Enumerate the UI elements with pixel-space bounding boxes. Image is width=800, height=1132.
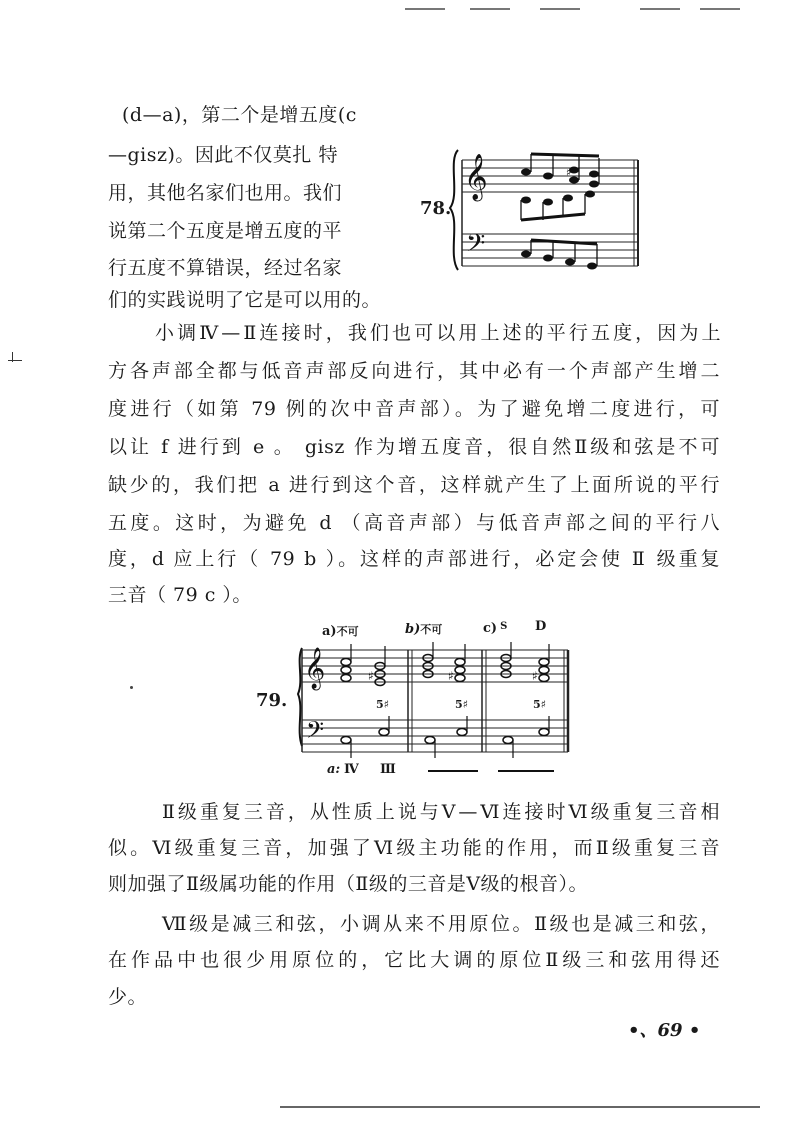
- paragraph-3-line-2: 在作品中也很少用原位的，它比大调的原位Ⅱ级三和弦用得还: [108, 949, 720, 971]
- intro-line-1: (d—a)，第二个是增五度(c: [122, 104, 357, 126]
- paragraph-1-line-4: 以让 f 进行到 e 。 gisz 作为增五度音，很自然Ⅱ级和弦是不可: [108, 436, 720, 458]
- svg-text:♯: ♯: [368, 669, 374, 683]
- paragraph-1-line-8: 三音（ 79 c ）。: [108, 584, 252, 606]
- analysis-line-b: [428, 770, 478, 772]
- intro-line-2: —gisz)。因此不仅莫扎 特: [108, 144, 338, 166]
- paragraph-1-line-3: 度进行（如第 79 例的次中音声部）。为了避免增二度进行，可: [108, 398, 720, 420]
- example-79-label: 79.: [256, 690, 288, 711]
- example-79-c-label: c) $^S$: [483, 621, 508, 636]
- example-78-label: 78.: [420, 198, 452, 219]
- figured-bass-c: 5♯: [533, 698, 546, 711]
- intro-line-4: 说第二个五度是增五度的平: [108, 220, 343, 242]
- analysis-line-c: [498, 770, 554, 772]
- figured-bass-b: 5♯: [455, 698, 468, 711]
- example-79-score: [296, 640, 570, 755]
- example-78-score: [448, 140, 648, 280]
- svg-text:♯: ♯: [566, 166, 572, 179]
- scan-mark: [470, 8, 510, 10]
- paragraph-1-line-1: 小调Ⅳ—Ⅱ连接时，我们也可以用上述的平行五度，因为上: [155, 322, 721, 344]
- paragraph-1-line-2: 方各声部全都与低音声部反向进行，其中必有一个声部产生增二: [108, 360, 720, 382]
- paragraph-2-line-1: Ⅱ级重复三音，从性质上说与Ⅴ—Ⅵ连接时Ⅵ级重复三音相: [162, 801, 720, 823]
- margin-mark: [8, 360, 22, 361]
- svg-text:𝄞: 𝄞: [304, 648, 326, 689]
- intro-line-5: 行五度不算错误，经过名家: [108, 257, 343, 279]
- figured-bass-a: 5♯: [376, 698, 389, 711]
- scan-mark: [640, 8, 680, 10]
- paragraph-1-line-7: 度，d 应上行（ 79 b ）。这样的声部进行，必定会使 Ⅱ 级重复: [108, 548, 720, 570]
- svg-text:𝄢: 𝄢: [466, 229, 486, 264]
- analysis-iv: Ⅳ: [344, 762, 359, 777]
- scan-bottom-line: [280, 1106, 760, 1108]
- page-number: •、69 •: [628, 1020, 701, 1041]
- scan-mark: [405, 8, 445, 10]
- analysis-key: a:: [327, 762, 341, 777]
- paragraph-1-line-5: 缺少的，我们把 a 进行到这个音，这样就产生了上面所说的平行: [108, 474, 720, 496]
- paragraph-1-line-6: 五度。这时，为避免 d （高音声部）与低音声部之间的平行八: [108, 512, 720, 534]
- example-79-d-label: D: [535, 619, 547, 634]
- intro-line-6: 们的实践说明了它是可以用的。: [108, 289, 382, 311]
- svg-text:𝄞: 𝄞: [464, 154, 488, 200]
- paragraph-3-line-3: 少。: [108, 986, 148, 1008]
- intro-line-3: 用，其他名家们也用。我们: [108, 182, 343, 204]
- analysis-ii: Ⅲ: [380, 762, 396, 777]
- svg-text:♯: ♯: [532, 669, 538, 683]
- paragraph-3-line-1: Ⅶ级是减三和弦，小调从来不用原位。Ⅱ级也是减三和弦，: [162, 913, 720, 935]
- scan-mark: [540, 8, 580, 10]
- scan-mark: [700, 8, 740, 10]
- paragraph-2-line-3: 则加强了Ⅱ级属功能的作用（Ⅱ级的三音是Ⅴ级的根音）。: [108, 873, 589, 895]
- example-79-a-label: a)不可: [322, 624, 359, 639]
- svg-text:𝄢: 𝄢: [306, 716, 325, 749]
- example-79-b-label: b)不可: [405, 622, 443, 637]
- paragraph-2-line-2: 似。Ⅵ级重复三音，加强了Ⅵ级主功能的作用，而Ⅱ级重复三音: [108, 837, 720, 859]
- scan-dot: [130, 686, 133, 689]
- margin-mark: [12, 352, 13, 362]
- svg-text:♯: ♯: [448, 669, 454, 683]
